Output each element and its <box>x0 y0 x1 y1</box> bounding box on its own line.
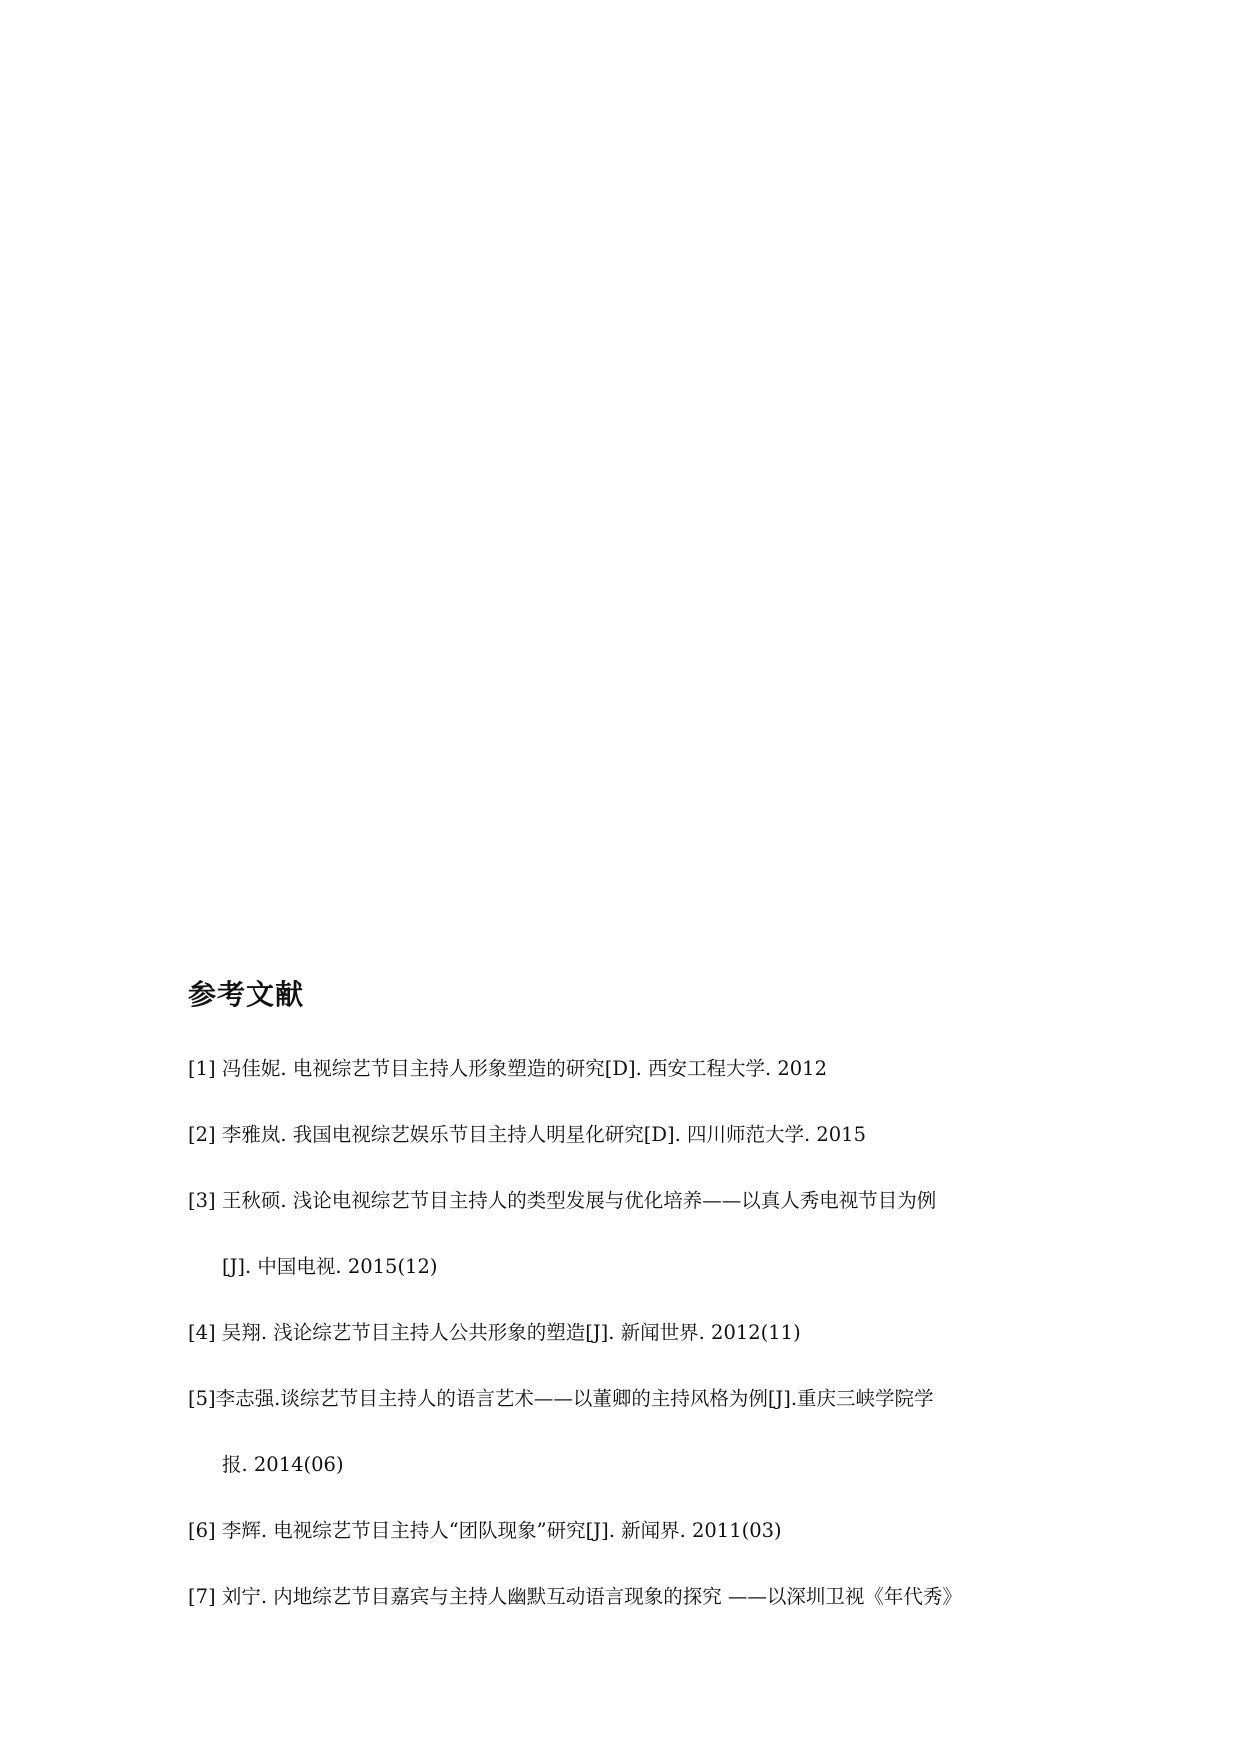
reference-item <box>188 1382 1083 1482</box>
reference-line: [1] 冯佳妮. 电视综艺节目主持人形象塑造的研究[D]. 西安工程大学. 2012 <box>188 1057 827 1080</box>
reference-line: [7] 刘宁. 内地综艺节目嘉宾与主持人幽默互动语言现象的探究 ——以深圳卫视《年代秀》 <box>188 1585 962 1608</box>
references-heading: 参考文献 <box>188 978 305 1011</box>
reference-line: [4] 吴翔. 浅论综艺节目主持人公共形象的塑造[J]. 新闻世界. 2012(11) <box>188 1321 801 1344</box>
reference-line: [3] 王秋硕. 浅论电视综艺节目主持人的类型发展与优化培养——以真人秀电视节目为例 <box>188 1189 937 1212</box>
reference-item <box>188 1316 1083 1350</box>
reference-line-continuation: 报. 2014(06) <box>222 1453 344 1476</box>
reference-line: [2] 李雅岚. 我国电视综艺娱乐节目主持人明星化研究[D]. 四川师范大学. 2015 <box>188 1123 866 1146</box>
reference-item <box>188 1580 1083 1614</box>
reference-line-continuation: [J]. 中国电视. 2015(12) <box>222 1255 438 1278</box>
reference-item <box>188 1052 1083 1086</box>
reference-line: [5]李志强.谈综艺节目主持人的语言艺术——以董卿的主持风格为例[J].重庆三峡学院学 <box>188 1387 934 1410</box>
reference-item <box>188 1118 1083 1152</box>
reference-item <box>188 1184 1083 1284</box>
reference-line: [6] 李辉. 电视综艺节目主持人“团队现象”研究[J]. 新闻界. 2011(03) <box>188 1519 782 1542</box>
reference-item <box>188 1514 1083 1548</box>
reference-list <box>188 1052 1083 1646</box>
